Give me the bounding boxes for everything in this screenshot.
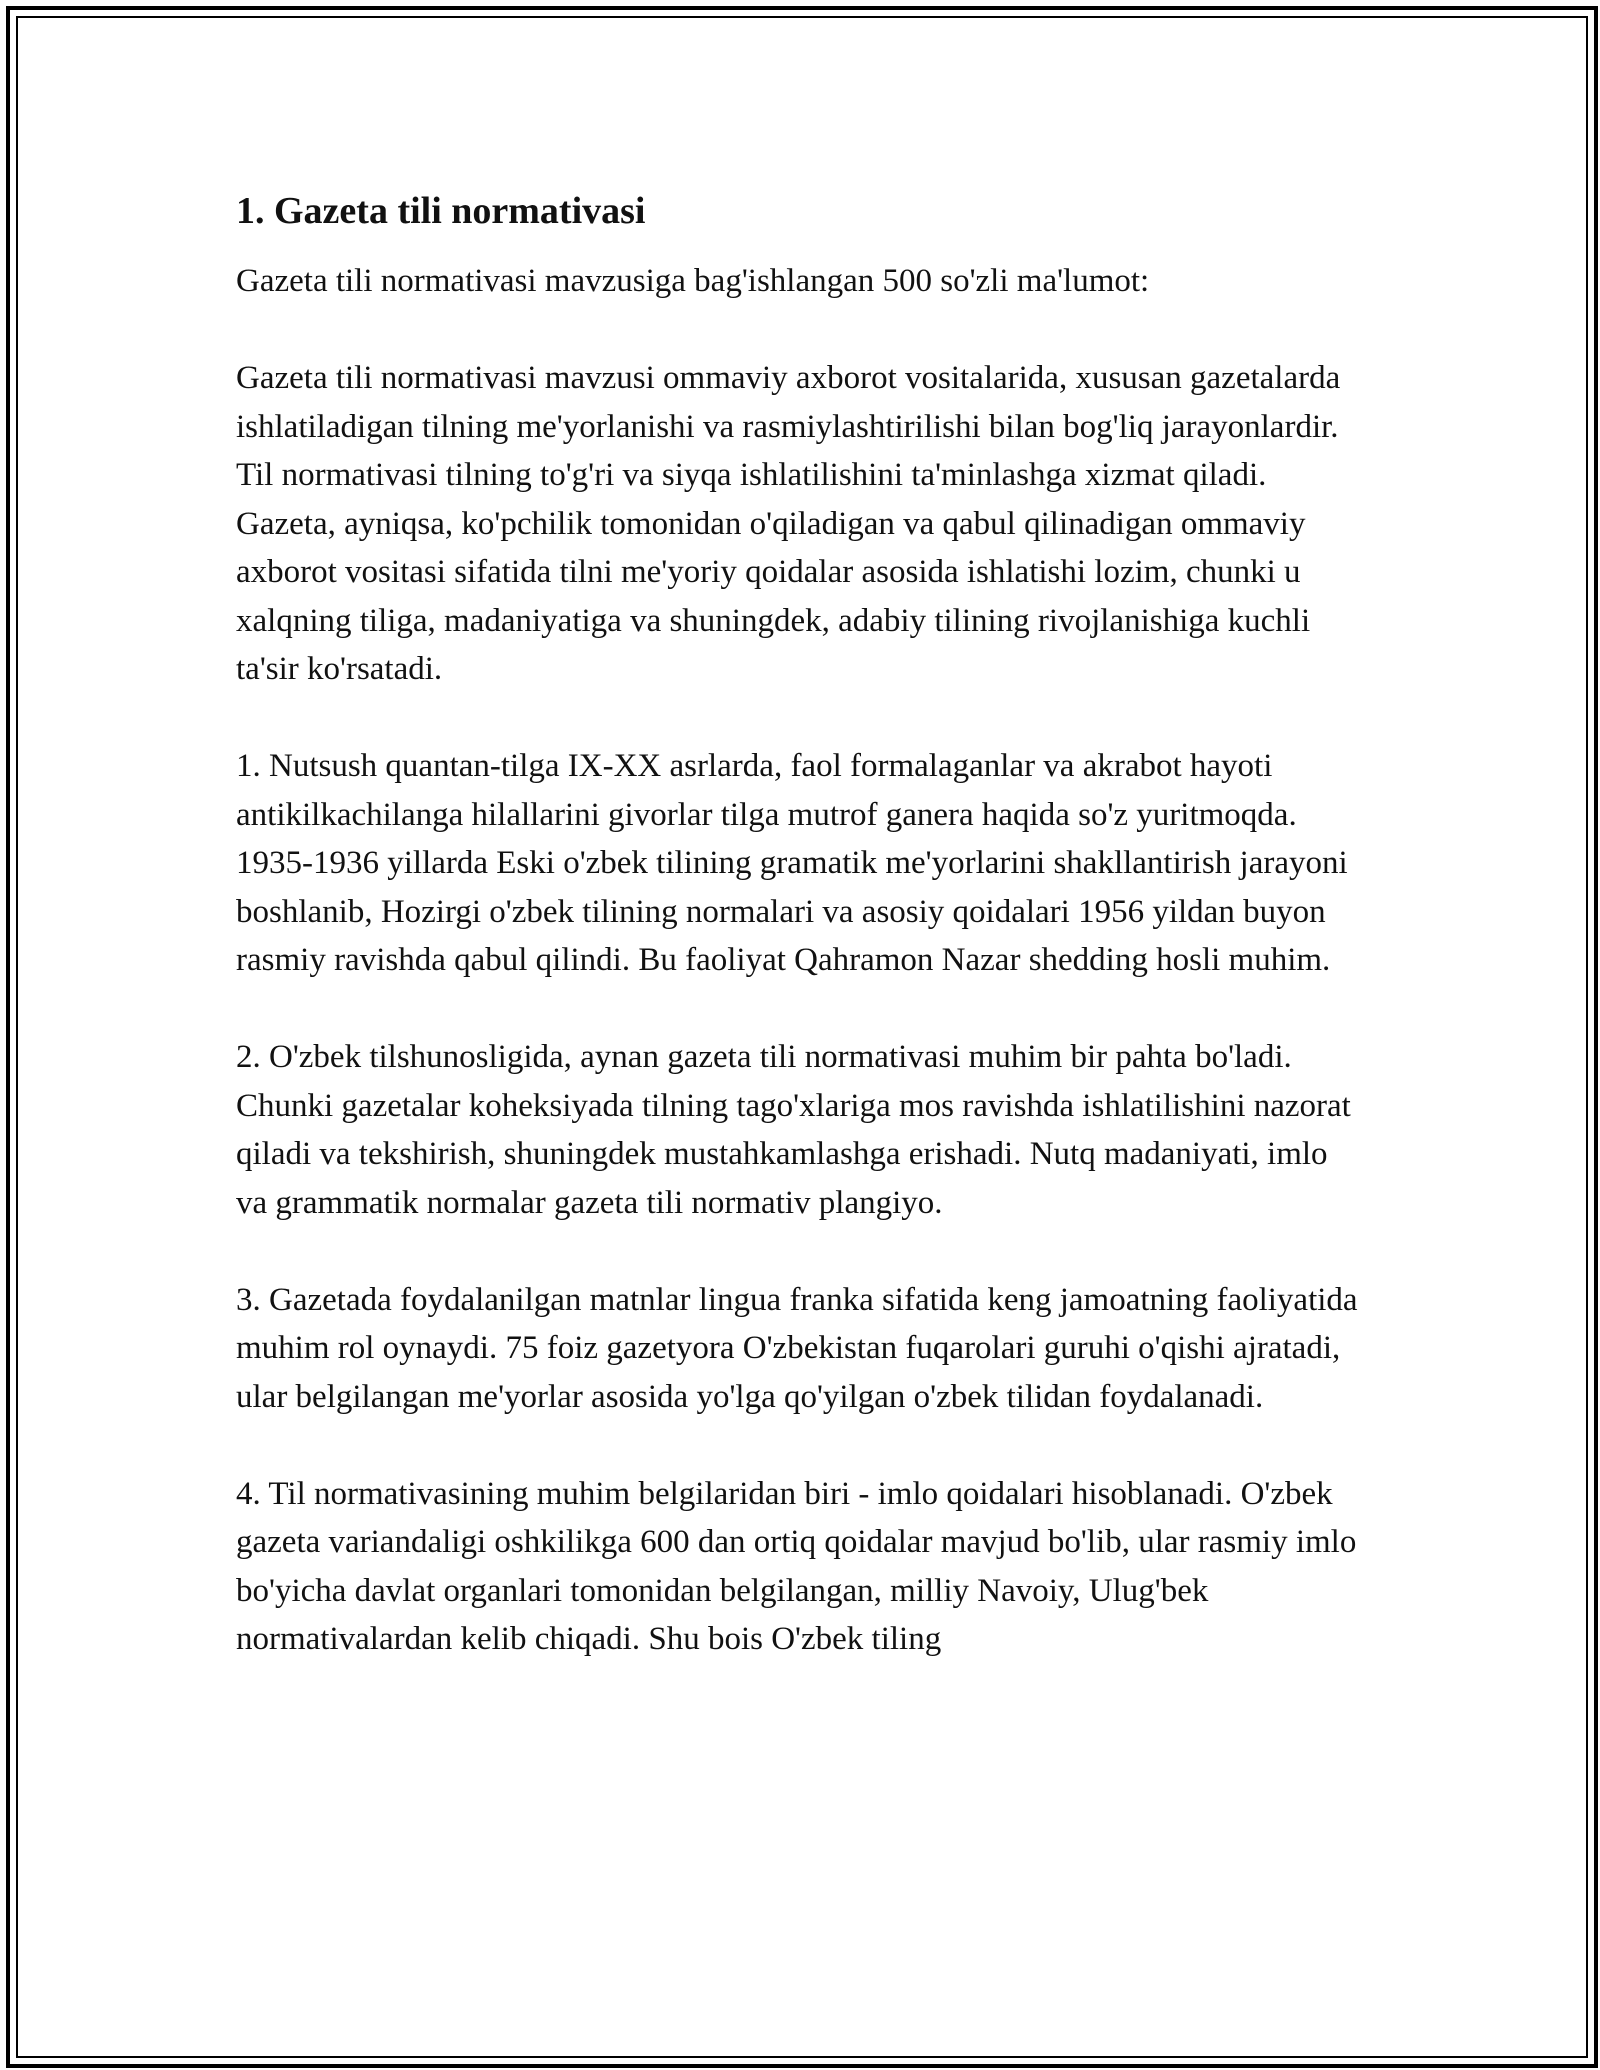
document-body [236, 186, 1366, 1664]
paragraph-point-2: 2. O'zbek tilshunosligida, aynan gazeta tili normativasi muhim bir pahta bo'ladi. Chunki gazetalar koheksiyada tilning tago'xlariga mos ravishda ishlatilishini nazorat qiladi va tekshirish, shuningdek mustahkamlashga erishadi. Nutq madaniyati, imlo va grammatik normalar gazeta tili normativ plangiyo. [236, 1039, 1351, 1221]
paragraph-overview: Gazeta tili normativasi mavzusi ommaviy axborot vositalarida, xususan gazetalarda ishlatiladigan tilning me'yorlanishi va rasmiylashtirilishi bilan bog'liq jarayonlardir. Til normativasi tilning to'g'ri va siyqa ishlatilishini ta'minlashga xizmat qiladi. Gazeta, ayniqsa, ko'pchilik tomonidan o'qiladigan va qabul qilinadigan ommaviy axborot vositasi sifatida tilni me'yoriy qoidalar asosida ishlatishi lozim, chunki u xalqning tiliga, madaniyatiga va shuningdek, adabiy tilining rivojlanishiga kuchli ta'sir ko'rsatadi. [236, 360, 1341, 687]
paragraph-point-1: 1. Nutsush quantan-tilga IX-XX asrlarda, faol formalaganlar va akrabot hayoti antikilkachilanga hilallarini givorlar tilga mutrof ganera haqida so'z yuritmoqda. 1935-1936 yillarda Eski o'zbek tilining gramatik me'yorlarini shakllantirish jarayoni boshlanib, Hozirgi o'zbek tilining normalari va asosiy qoidalari 1956 yildan buyon rasmiy ravishda qabul qilindi. Bu faoliyat Qahramon Nazar shedding hosli muhim. [236, 748, 1348, 978]
page-title: 1. Gazeta tili normativasi [236, 190, 646, 232]
intro-paragraph: Gazeta tili normativasi mavzusiga bag'ishlangan 500 so'zli ma'lumot: [236, 263, 1150, 299]
paragraph-point-3: 3. Gazetada foydalanilgan matnlar lingua franka sifatida keng jamoatning faoliyatida muhim rol oynaydi. 75 foiz gazetyora O'zbekistan fuqarolari guruhi o'qishi ajratadi, ular belgilangan me'yorlar asosida yo'lga qo'yilgan o'zbek tilidan foydalanadi. [236, 1281, 1358, 1415]
paragraph-point-4: 4. Til normativasining muhim belgilaridan biri - imlo qoidalari hisoblanadi. O'zbek gazeta variandaligi oshkilikga 600 dan ortiq qoidalar mavjud bo'lib, ular rasmiy imlo bo'yicha davlat organlari tomonidan belgilangan, milliy Navoiy, Ulug'bek normativalardan kelib chiqadi. Shu bois O'zbek tiling [236, 1475, 1357, 1657]
